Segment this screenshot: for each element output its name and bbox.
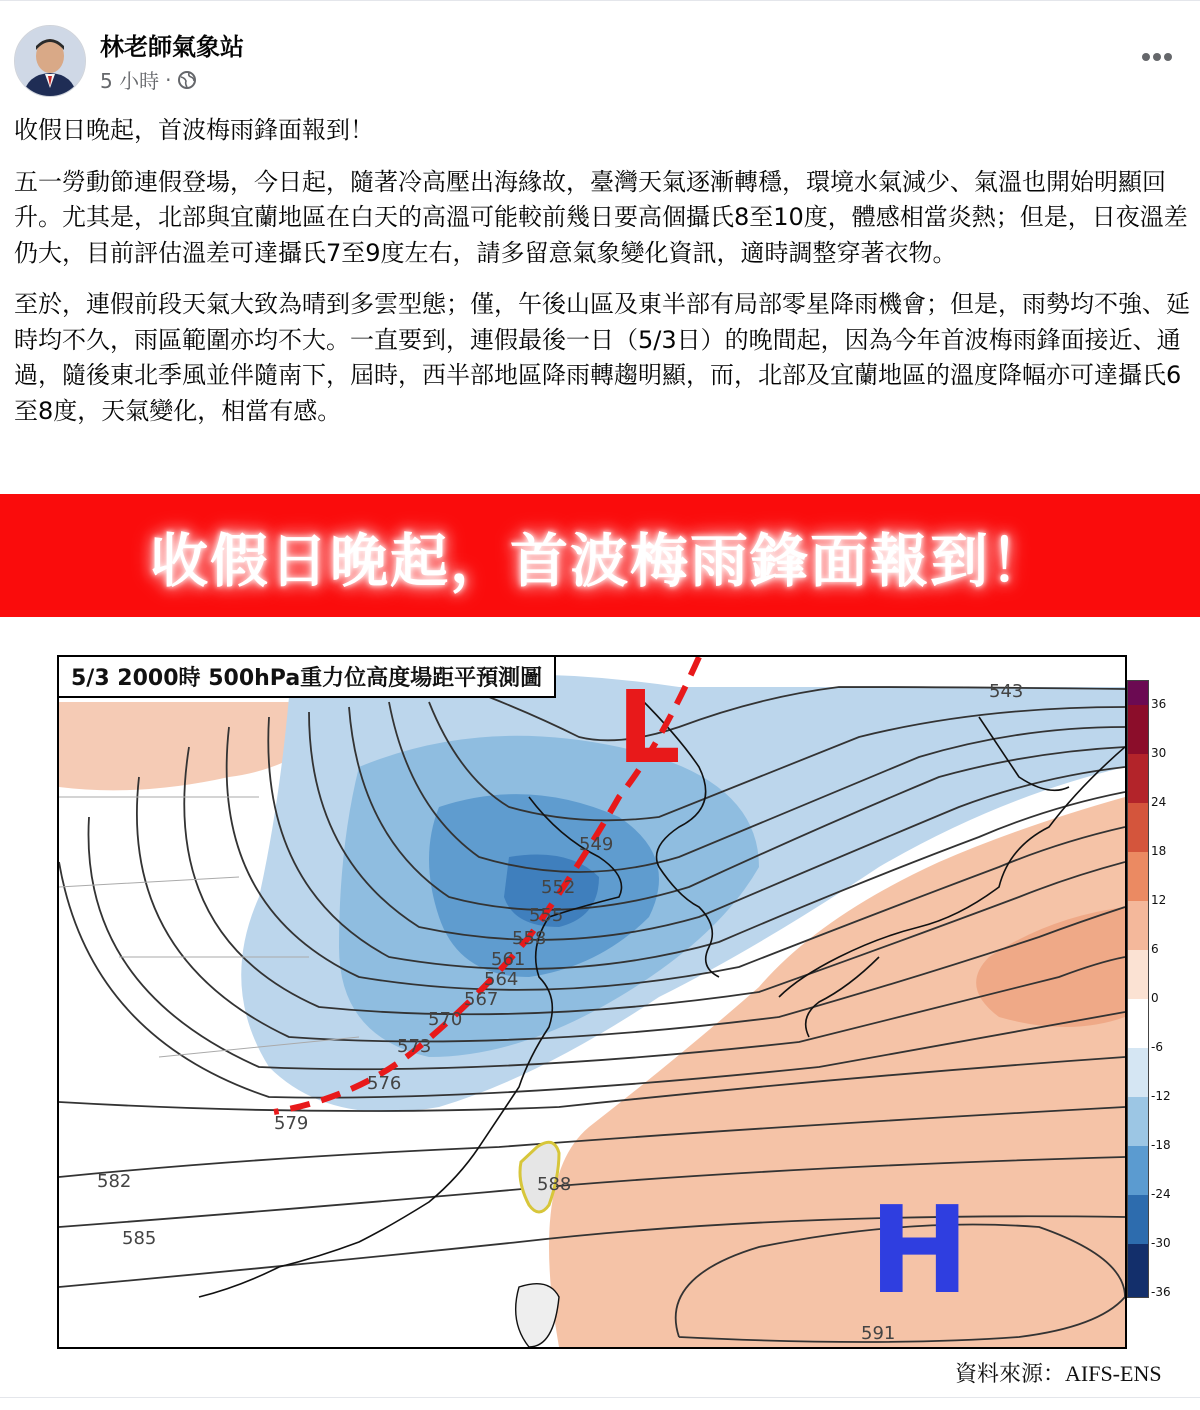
colorbar-tick: -6 (1151, 1040, 1163, 1054)
banner-title: 收假日晚起，首波梅雨鋒面報到！ (149, 526, 1050, 595)
contour-label: 558 (512, 928, 547, 949)
colorbar-tick: 12 (1151, 893, 1167, 907)
colorbar-tick: -12 (1151, 1089, 1171, 1103)
post-header (0, 1, 1200, 106)
colorbar-tick: -30 (1151, 1236, 1171, 1250)
colorbar-tick: 30 (1151, 746, 1167, 760)
globe-icon[interactable] (177, 70, 197, 90)
contour-label: 561 (491, 949, 526, 970)
colorbar-tick: 36 (1151, 697, 1167, 711)
avatar-portrait-icon (15, 26, 85, 96)
post-body (14, 113, 1190, 445)
low-pressure-marker: L (617, 669, 681, 786)
contour-label: 564 (484, 969, 519, 990)
colorbar-tick: 0 (1151, 991, 1159, 1005)
post-time[interactable]: 5 小時 (100, 69, 160, 93)
post-paragraph: 至於，連假前段天氣大致為晴到多雲型態；僅，午後山區及東半部有局部零星降雨機會；但是，雨勢均不強、延時均不久，雨區範圍亦均不大。一直要到，連假最後一日（5/3日）的晚間起，因為今年首波梅雨鋒面接近、通過，隨後東北季風並伴隨南下，屆時，西半部地區降雨轉趨明顯，而，北部及宜蘭地區的溫度降幅亦可達攝氏6至8度，天氣變化，相當有感。 (14, 290, 1190, 425)
colorbar-gradient (1128, 681, 1148, 1297)
contour-label: 543 (989, 681, 1024, 702)
contour-label: 591 (861, 1323, 896, 1344)
high-pressure-marker: H (869, 1182, 970, 1321)
luzon-island (516, 1284, 559, 1347)
colorbar-tick: -24 (1151, 1187, 1171, 1201)
meta-separator: · (165, 67, 172, 92)
map-title: 5/3 2000時 500hPa重力位高度場距平預測圖 (59, 657, 556, 698)
colorbar-tick: 18 (1151, 844, 1167, 858)
contour-label: 579 (274, 1113, 309, 1134)
post-paragraph: 五一勞動節連假登場，今日起，隨著冷高壓出海緣故，臺灣天氣逐漸轉穩，環境水氣減少、氣溫也開始明顯回升。尤其是，北部與宜蘭地區在白天的高溫可能較前幾日要高個攝氏8至10度，體感相當炎熱；但是，日夜溫差仍大，目前評估溫差可達攝氏7至9度左右，請多留意氣象變化資訊，適時調整穿著衣物。 (14, 167, 1188, 267)
contour-label: 585 (122, 1228, 157, 1249)
colorbar-tick: -18 (1151, 1138, 1171, 1152)
anomaly-colorbar (1127, 680, 1149, 1298)
colorbar-tick: 24 (1151, 795, 1167, 809)
colorbar-tick: -36 (1151, 1285, 1171, 1299)
colorbar-tick: 6 (1151, 942, 1159, 956)
contour-label: 576 (367, 1073, 402, 1094)
card-divider (0, 1397, 1200, 1398)
contour-label: 582 (97, 1171, 132, 1192)
contour-label: 555 (529, 905, 564, 926)
page-name[interactable]: 林老師氣象站 (100, 33, 244, 61)
contour-label: 567 (464, 989, 499, 1010)
post-meta (100, 65, 197, 94)
contour-label: 573 (397, 1036, 432, 1057)
anomaly-map-graphic (59, 657, 1125, 1347)
contour-label: 570 (428, 1009, 463, 1030)
image-banner (0, 494, 1200, 617)
more-options-button[interactable] (1132, 37, 1182, 77)
post-headline: 收假日晚起，首波梅雨鋒面報到！ (14, 116, 374, 144)
contour-label: 588 (537, 1174, 572, 1195)
data-source: 資料來源：AIFS-ENS (955, 1361, 1162, 1386)
more-dots-icon (1141, 52, 1173, 62)
page-avatar[interactable] (14, 25, 86, 97)
post-image[interactable] (0, 617, 1200, 1410)
weather-map (57, 655, 1127, 1349)
contour-label: 549 (579, 834, 614, 855)
contour-label: 552 (541, 877, 576, 898)
